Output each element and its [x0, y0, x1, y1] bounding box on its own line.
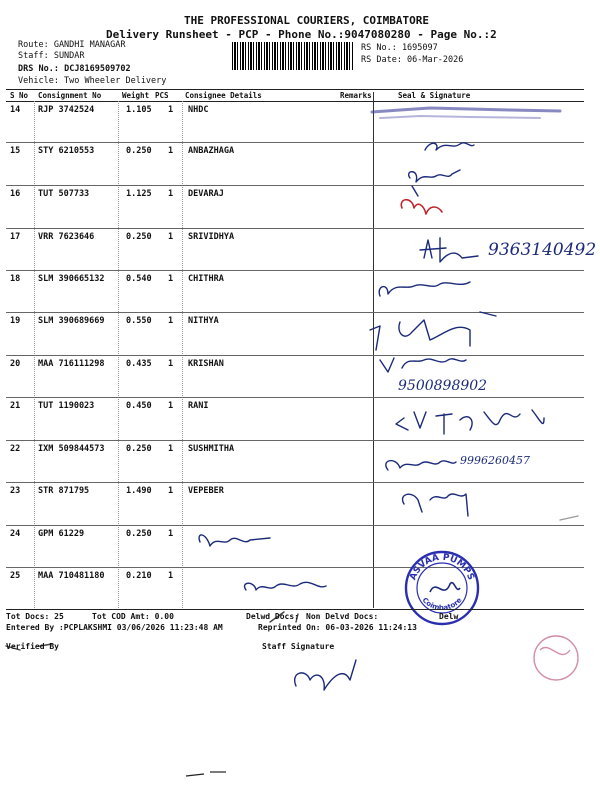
- rs-date: RS Date: 06-Mar-2026: [361, 55, 464, 65]
- col-weight: Weight: [122, 91, 150, 100]
- cell-consignee: RANI: [188, 401, 209, 411]
- col-pcs: PCS: [155, 91, 169, 100]
- cell-weight: 1.125: [126, 189, 152, 199]
- non-delivered-docs: Non Delvd Docs:: [306, 612, 379, 621]
- table-bottom-rule: [6, 609, 584, 610]
- staff: Staff: SUNDAR: [18, 51, 85, 61]
- cell-pcs: 1: [168, 274, 174, 284]
- cell-pcs: 1: [168, 486, 174, 496]
- cell-sno: 23: [10, 486, 21, 496]
- cell-consignee: DEVARAJ: [188, 189, 224, 199]
- col-consignment: Consignment No: [38, 91, 102, 100]
- staff-signature-label: Staff Signature: [262, 642, 335, 651]
- cell-weight: 0.450: [126, 401, 152, 411]
- cell-weight: 1.105: [126, 105, 152, 115]
- col-sno: S No: [10, 91, 29, 100]
- cell-weight: 0.550: [126, 316, 152, 326]
- cell-consignee: NITHYA: [188, 316, 219, 326]
- cell-sno: 21: [10, 401, 21, 411]
- cell-consignee: CHITHRA: [188, 274, 224, 284]
- cell-consignee: ANBAZHAGA: [188, 146, 235, 156]
- cell-sno: 18: [10, 274, 21, 284]
- cell-consignee: VEPEBER: [188, 486, 224, 496]
- cell-consignment: SLM 390689669: [38, 316, 105, 326]
- cell-pcs: 1: [168, 444, 174, 454]
- cell-pcs: 1: [168, 571, 174, 581]
- handwritten-phone: 9363140492: [488, 240, 597, 260]
- cell-sno: 14: [10, 105, 21, 115]
- cell-sno: 15: [10, 146, 21, 156]
- cell-consignment: MAA 710481180: [38, 571, 105, 581]
- cell-pcs: 1: [168, 401, 174, 411]
- handwritten-phone: 9500898902: [398, 378, 488, 394]
- cell-pcs: 1: [168, 146, 174, 156]
- cell-pcs: 1: [168, 105, 174, 115]
- cell-consignment: IXM 509844573: [38, 444, 105, 454]
- cell-sno: 19: [10, 316, 21, 326]
- cell-consignment: TUT 507733: [38, 189, 90, 199]
- runsheet-title: Delivery Runsheet - PCP - Phone No.:9047080280 - Page No.:2: [106, 28, 497, 41]
- delivered-label: Delw: [439, 612, 459, 621]
- company-name: THE PROFESSIONAL COURIERS, COIMBATORE: [184, 14, 430, 27]
- cell-weight: 0.210: [126, 571, 152, 581]
- cell-weight: 0.250: [126, 146, 152, 156]
- cell-weight: 0.250: [126, 529, 152, 539]
- reprinted-on: Reprinted On: 06-03-2026 11:24:13: [258, 623, 417, 632]
- cell-consignment: RJP 3742524: [38, 105, 95, 115]
- cell-sno: 17: [10, 232, 21, 242]
- verified-by-label: Verified By: [6, 642, 59, 651]
- rs-number: RS No.: 1695097: [361, 43, 438, 53]
- cell-weight: 1.490: [126, 486, 152, 496]
- cell-weight: 0.250: [126, 232, 152, 242]
- cell-consignment: TUT 1190023: [38, 401, 95, 411]
- cell-weight: 0.540: [126, 274, 152, 284]
- cell-pcs: 1: [168, 529, 174, 539]
- cell-consignment: MAA 716111298: [38, 359, 105, 369]
- cell-consignment: STR 871795: [38, 486, 90, 496]
- drs-value: DCJ8169509702: [64, 64, 131, 74]
- col-remarks: Remarks: [340, 91, 372, 100]
- handwritten-phone: 9996260457: [460, 454, 530, 467]
- drs-label: DRS No.:: [18, 64, 59, 74]
- cell-weight: 0.435: [126, 359, 152, 369]
- cell-consignee: SRIVIDHYA: [188, 232, 235, 242]
- route: Route: GANDHI MANAGAR: [18, 40, 126, 50]
- cell-consignment: VRR 7623646: [38, 232, 95, 242]
- cell-pcs: 1: [168, 316, 174, 326]
- vehicle: Vehicle: Two Wheeler Delivery: [18, 76, 167, 86]
- col-consignee: Consignee Details: [185, 91, 262, 100]
- cell-pcs: 1: [168, 189, 174, 199]
- cell-sno: 22: [10, 444, 21, 454]
- cell-sno: 25: [10, 571, 21, 581]
- cell-consignee: KRISHAN: [188, 359, 224, 369]
- entered-by: Entered By :PCPLAKSHMI 03/06/2026 11:23:48 AM: [6, 623, 223, 632]
- col-seal: Seal & Signature: [398, 91, 471, 100]
- cell-consignment: GPM 61229: [38, 529, 85, 539]
- svg-text:ASVAA PUMPS: [408, 553, 475, 582]
- cell-sno: 16: [10, 189, 21, 199]
- total-docs: Tot Docs: 25: [6, 612, 64, 621]
- cell-weight: 0.250: [126, 444, 152, 454]
- cell-pcs: 1: [168, 232, 174, 242]
- cell-consignment: STY 6210553: [38, 146, 95, 156]
- stamp-top-text: ASVAA PUMPS: [408, 552, 476, 582]
- total-cod-amount: Tot COD Amt: 0.00: [92, 612, 174, 621]
- cell-sno: 24: [10, 529, 21, 539]
- cell-consignee: SUSHMITHA: [188, 444, 235, 454]
- stamp-bottom-text: Coimbatore: [420, 596, 464, 613]
- cell-consignment: SLM 390665132: [38, 274, 105, 284]
- cell-consignee: NHDC: [188, 105, 209, 115]
- delivered-docs: Delwd Docs:: [246, 612, 299, 621]
- cell-sno: 20: [10, 359, 21, 369]
- cell-pcs: 1: [168, 359, 174, 369]
